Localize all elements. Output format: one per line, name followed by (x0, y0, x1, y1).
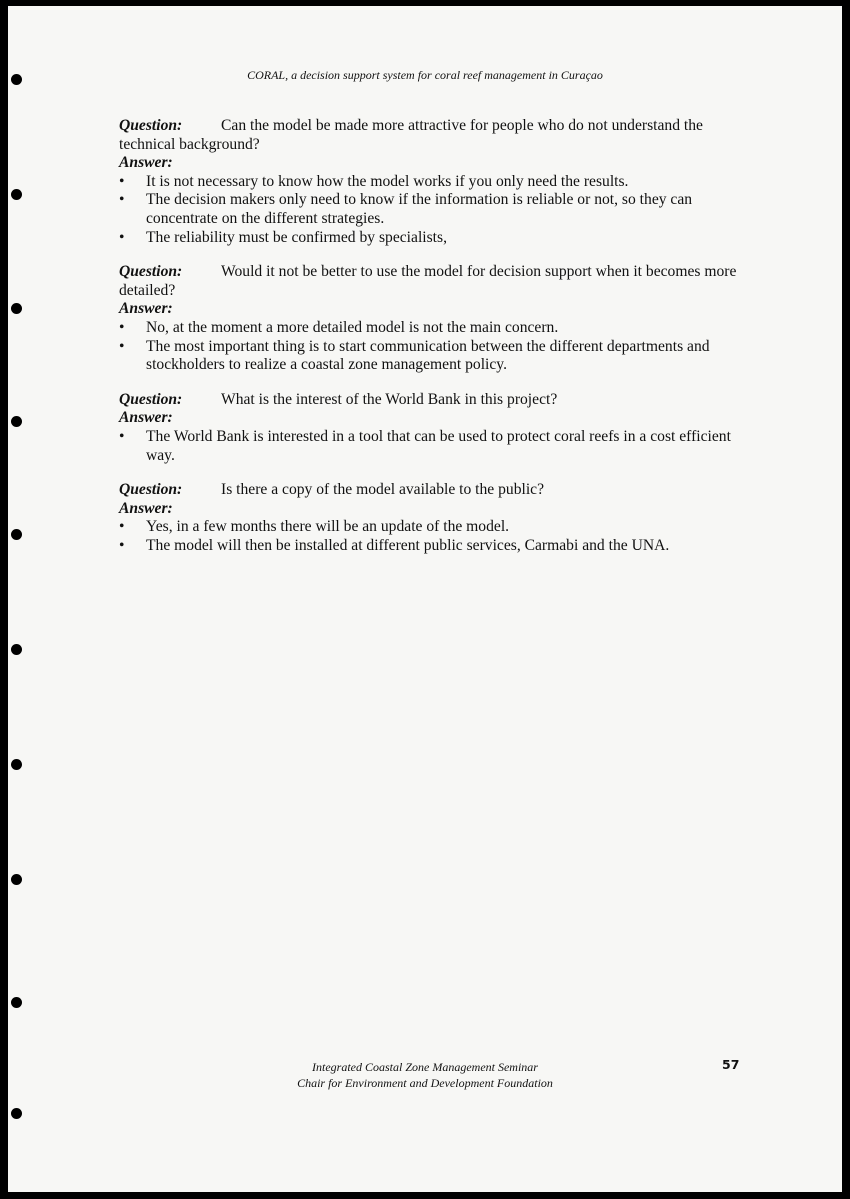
answer-item: • The model will then be installed at different public services, Carmabi and the UNA. (119, 537, 739, 556)
question-text: Can the model be made more attractive for people who do not understand the technical background? (119, 117, 703, 153)
qa-block (119, 391, 739, 465)
qa-block (119, 263, 739, 375)
question-text: Would it not be better to use the model for decision support when it becomes more detailed? (119, 263, 737, 299)
question-text: Is there a copy of the model available to the public? (221, 481, 545, 499)
answer-list (119, 428, 739, 465)
punch-hole-icon (11, 1108, 22, 1119)
punch-hole-icon (11, 416, 22, 427)
question-text: What is the interest of the World Bank in this project? (221, 390, 558, 408)
footer-seminar-title: Integrated Coastal Zone Management Seminar (312, 1060, 538, 1074)
qa-content (119, 117, 739, 571)
answer-list (119, 518, 739, 555)
question-line (119, 391, 739, 410)
punch-hole-icon (11, 303, 22, 314)
answer-item: • Yes, in a few months there will be an update of the model. (119, 518, 739, 537)
footer-organization: Chair for Environment and Development Foundation (297, 1076, 553, 1090)
question-line (119, 263, 739, 300)
qa-block (119, 117, 739, 247)
qa-block (119, 481, 739, 555)
punch-hole-icon (11, 759, 22, 770)
answer-item: • The most important thing is to start communication between the different departments and stockholders to realize a coastal zone management policy. (119, 338, 739, 375)
answer-item: • The World Bank is interested in a tool that can be used to protect coral reefs in a cost efficient way. (119, 428, 739, 465)
punch-hole-icon (11, 997, 22, 1008)
punch-hole-icon (11, 189, 22, 200)
answer-label: Answer: (119, 154, 173, 172)
answer-item: • The reliability must be confirmed by specialists, (119, 229, 739, 248)
question-label: Question: (119, 481, 183, 499)
punch-hole-icon (11, 644, 22, 655)
answer-list (119, 319, 739, 375)
question-label: Question: (119, 263, 183, 281)
answer-list (119, 173, 739, 247)
answer-item: • The decision makers only need to know if the information is reliable or not, so they can concentrate on the different strategies. (119, 191, 739, 228)
question-label: Question: (119, 390, 183, 408)
answer-label: Answer: (119, 300, 173, 318)
question-label: Question: (119, 117, 183, 134)
question-line (119, 481, 739, 500)
question-line (119, 117, 739, 154)
punch-hole-icon (11, 874, 22, 885)
answer-label: Answer: (119, 499, 173, 517)
punch-hole-icon (11, 529, 22, 540)
answer-item: • No, at the moment a more detailed model is not the main concern. (119, 319, 739, 338)
running-header: CORAL, a decision support system for coral reef management in Curaçao (247, 68, 603, 82)
answer-item: • It is not necessary to know how the model works if you only need the results. (119, 173, 739, 192)
page-number: 57 (722, 1057, 740, 1072)
answer-label: Answer: (119, 409, 173, 427)
